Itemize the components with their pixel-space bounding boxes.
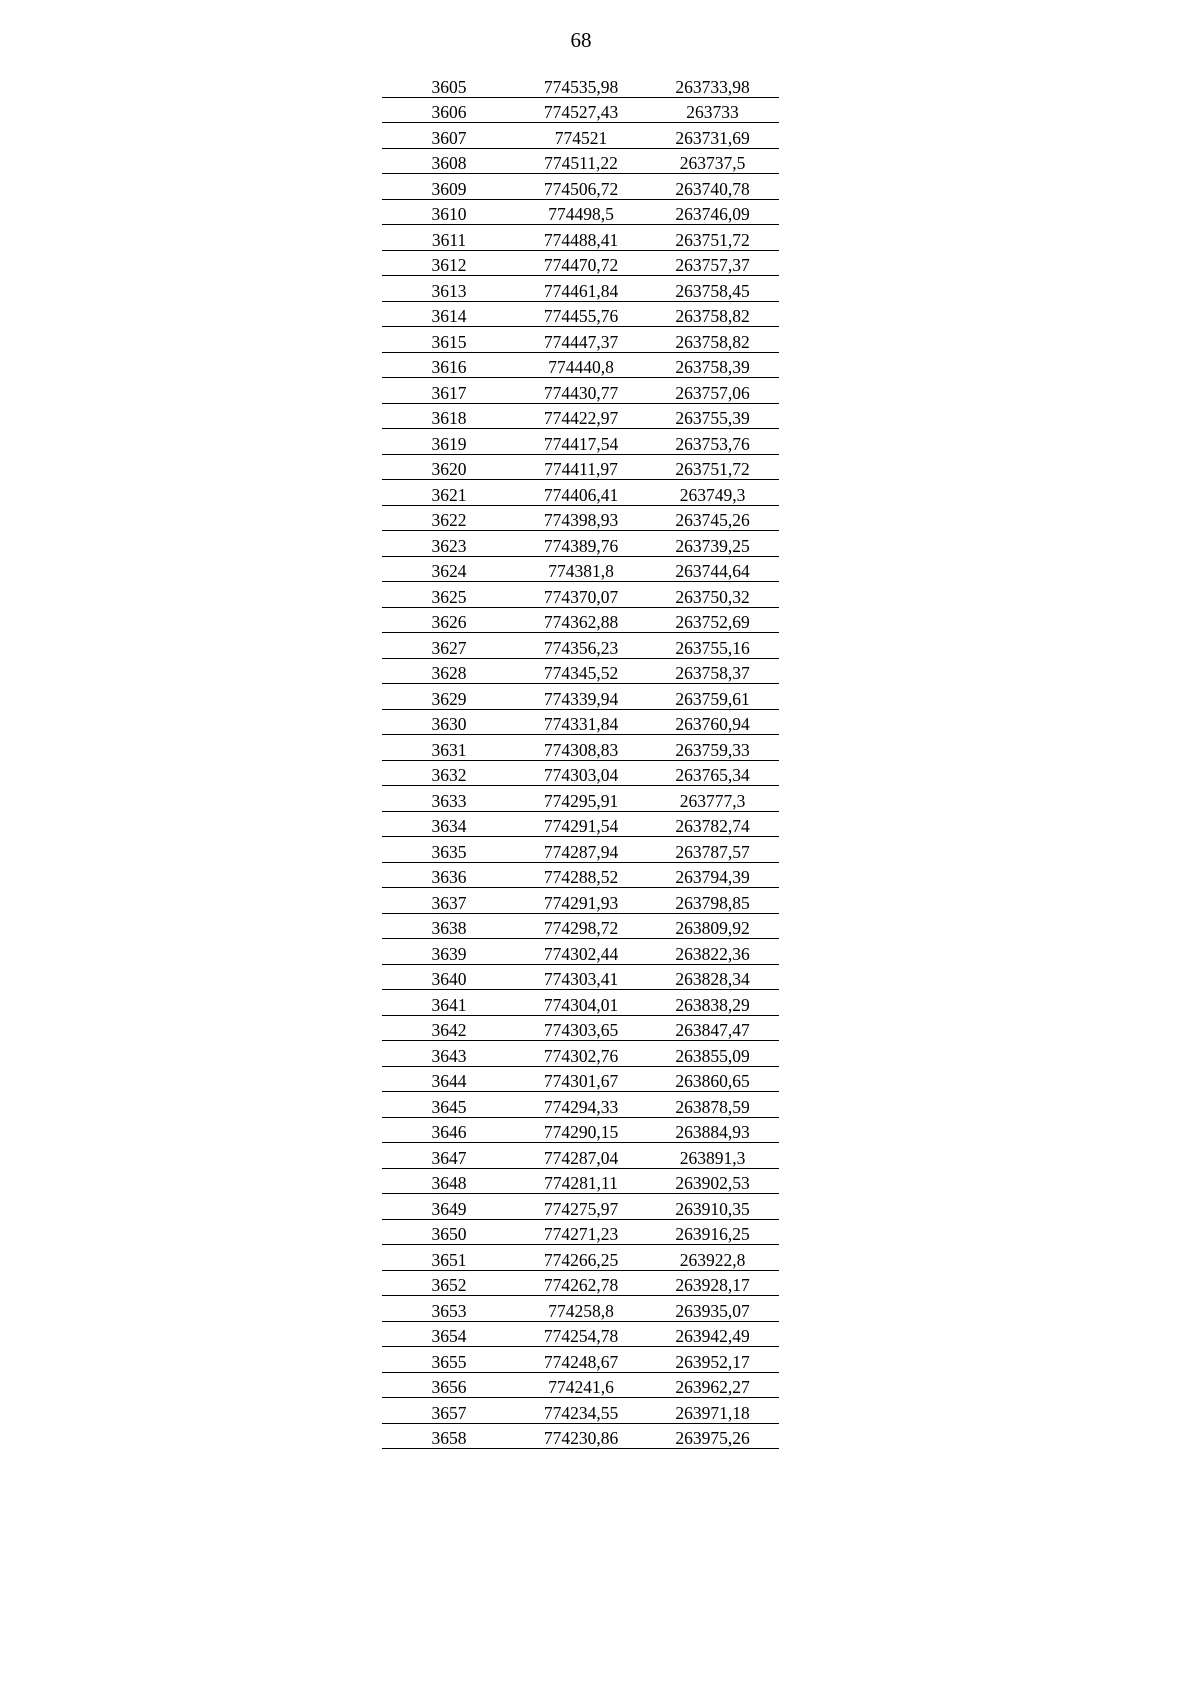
y-coordinate-cell: 263750,32 xyxy=(646,582,779,608)
point-number-cell: 3643 xyxy=(382,1041,516,1067)
y-coordinate-cell: 263822,36 xyxy=(646,939,779,965)
y-coordinate-cell: 263733,98 xyxy=(646,72,779,97)
table-row xyxy=(382,352,779,378)
point-number-cell: 3618 xyxy=(382,403,516,429)
x-coordinate-cell: 774447,37 xyxy=(516,327,646,353)
x-coordinate-cell: 774302,44 xyxy=(516,939,646,965)
table-row xyxy=(382,1117,779,1143)
point-number-cell: 3640 xyxy=(382,964,516,990)
y-coordinate-cell: 263942,49 xyxy=(646,1321,779,1347)
table-row xyxy=(382,1041,779,1067)
table-row xyxy=(382,1398,779,1424)
point-number-cell: 3609 xyxy=(382,174,516,200)
y-coordinate-cell: 263760,94 xyxy=(646,709,779,735)
x-coordinate-cell: 774241,6 xyxy=(516,1372,646,1398)
y-coordinate-cell: 263759,33 xyxy=(646,735,779,761)
table-row xyxy=(382,327,779,353)
point-number-cell: 3630 xyxy=(382,709,516,735)
point-number-cell: 3612 xyxy=(382,250,516,276)
point-number-cell: 3620 xyxy=(382,454,516,480)
table-row xyxy=(382,633,779,659)
x-coordinate-cell: 774362,88 xyxy=(516,607,646,633)
table-row xyxy=(382,556,779,582)
point-number-cell: 3610 xyxy=(382,199,516,225)
y-coordinate-cell: 263962,27 xyxy=(646,1372,779,1398)
point-number-cell: 3642 xyxy=(382,1015,516,1041)
y-coordinate-cell: 263809,92 xyxy=(646,913,779,939)
x-coordinate-cell: 774248,67 xyxy=(516,1347,646,1373)
point-number-cell: 3623 xyxy=(382,531,516,557)
x-coordinate-cell: 774291,93 xyxy=(516,888,646,914)
point-number-cell: 3648 xyxy=(382,1168,516,1194)
table-row xyxy=(382,403,779,429)
y-coordinate-cell: 263855,09 xyxy=(646,1041,779,1067)
x-coordinate-cell: 774535,98 xyxy=(516,72,646,97)
table-row xyxy=(382,1015,779,1041)
table-row xyxy=(382,1347,779,1373)
table-row xyxy=(382,862,779,888)
x-coordinate-cell: 774303,65 xyxy=(516,1015,646,1041)
point-number-cell: 3656 xyxy=(382,1372,516,1398)
table-row xyxy=(382,811,779,837)
table-row xyxy=(382,250,779,276)
point-number-cell: 3606 xyxy=(382,97,516,123)
table-row xyxy=(382,454,779,480)
point-number-cell: 3607 xyxy=(382,123,516,149)
table-row xyxy=(382,1066,779,1092)
table-row xyxy=(382,786,779,812)
table-row xyxy=(382,735,779,761)
point-number-cell: 3622 xyxy=(382,505,516,531)
table-row xyxy=(382,505,779,531)
point-number-cell: 3655 xyxy=(382,1347,516,1373)
page-number: 68 xyxy=(570,28,592,52)
y-coordinate-cell: 263765,34 xyxy=(646,760,779,786)
table-row xyxy=(382,582,779,608)
y-coordinate-cell: 263878,59 xyxy=(646,1092,779,1118)
table-row xyxy=(382,1423,779,1449)
table-row xyxy=(382,531,779,557)
y-coordinate-cell: 263847,47 xyxy=(646,1015,779,1041)
x-coordinate-cell: 774389,76 xyxy=(516,531,646,557)
table-row xyxy=(382,913,779,939)
table-row xyxy=(382,1321,779,1347)
x-coordinate-cell: 774298,72 xyxy=(516,913,646,939)
table-row xyxy=(382,760,779,786)
x-coordinate-cell: 774295,91 xyxy=(516,786,646,812)
y-coordinate-cell: 263744,64 xyxy=(646,556,779,582)
x-coordinate-cell: 774339,94 xyxy=(516,684,646,710)
table-row xyxy=(382,1194,779,1220)
x-coordinate-cell: 774527,43 xyxy=(516,97,646,123)
point-number-cell: 3652 xyxy=(382,1270,516,1296)
point-number-cell: 3615 xyxy=(382,327,516,353)
x-coordinate-cell: 774303,04 xyxy=(516,760,646,786)
y-coordinate-cell: 263758,39 xyxy=(646,352,779,378)
x-coordinate-cell: 774291,54 xyxy=(516,811,646,837)
table-row xyxy=(382,1092,779,1118)
point-number-cell: 3644 xyxy=(382,1066,516,1092)
x-coordinate-cell: 774301,67 xyxy=(516,1066,646,1092)
y-coordinate-cell: 263758,82 xyxy=(646,301,779,327)
x-coordinate-cell: 774398,93 xyxy=(516,505,646,531)
x-coordinate-cell: 774331,84 xyxy=(516,709,646,735)
table-row xyxy=(382,429,779,455)
y-coordinate-cell: 263758,82 xyxy=(646,327,779,353)
point-number-cell: 3619 xyxy=(382,429,516,455)
table-row xyxy=(382,480,779,506)
y-coordinate-cell: 263910,35 xyxy=(646,1194,779,1220)
point-number-cell: 3641 xyxy=(382,990,516,1016)
x-coordinate-cell: 774287,94 xyxy=(516,837,646,863)
table-row xyxy=(382,97,779,123)
x-coordinate-cell: 774488,41 xyxy=(516,225,646,251)
x-coordinate-cell: 774370,07 xyxy=(516,582,646,608)
table-row xyxy=(382,148,779,174)
x-coordinate-cell: 774511,22 xyxy=(516,148,646,174)
table-row xyxy=(382,1296,779,1322)
x-coordinate-cell: 774406,41 xyxy=(516,480,646,506)
point-number-cell: 3650 xyxy=(382,1219,516,1245)
table-row xyxy=(382,378,779,404)
x-coordinate-cell: 774381,8 xyxy=(516,556,646,582)
table-row xyxy=(382,658,779,684)
point-number-cell: 3632 xyxy=(382,760,516,786)
y-coordinate-cell: 263777,3 xyxy=(646,786,779,812)
x-coordinate-cell: 774470,72 xyxy=(516,250,646,276)
y-coordinate-cell: 263860,65 xyxy=(646,1066,779,1092)
point-number-cell: 3645 xyxy=(382,1092,516,1118)
table-row xyxy=(382,990,779,1016)
y-coordinate-cell: 263751,72 xyxy=(646,225,779,251)
x-coordinate-cell: 774262,78 xyxy=(516,1270,646,1296)
table-row xyxy=(382,123,779,149)
point-number-cell: 3629 xyxy=(382,684,516,710)
y-coordinate-cell: 263922,8 xyxy=(646,1245,779,1271)
y-coordinate-cell: 263737,5 xyxy=(646,148,779,174)
y-coordinate-cell: 263733 xyxy=(646,97,779,123)
y-coordinate-cell: 263757,06 xyxy=(646,378,779,404)
point-number-cell: 3646 xyxy=(382,1117,516,1143)
point-number-cell: 3647 xyxy=(382,1143,516,1169)
x-coordinate-cell: 774234,55 xyxy=(516,1398,646,1424)
point-number-cell: 3613 xyxy=(382,276,516,302)
table-row xyxy=(382,174,779,200)
point-number-cell: 3617 xyxy=(382,378,516,404)
x-coordinate-cell: 774303,41 xyxy=(516,964,646,990)
x-coordinate-cell: 774302,76 xyxy=(516,1041,646,1067)
y-coordinate-cell: 263740,78 xyxy=(646,174,779,200)
y-coordinate-cell: 263798,85 xyxy=(646,888,779,914)
point-number-cell: 3614 xyxy=(382,301,516,327)
table-row xyxy=(382,1143,779,1169)
y-coordinate-cell: 263971,18 xyxy=(646,1398,779,1424)
x-coordinate-cell: 774258,8 xyxy=(516,1296,646,1322)
y-coordinate-cell: 263757,37 xyxy=(646,250,779,276)
y-coordinate-cell: 263891,3 xyxy=(646,1143,779,1169)
y-coordinate-cell: 263746,09 xyxy=(646,199,779,225)
table-row xyxy=(382,1270,779,1296)
point-number-cell: 3627 xyxy=(382,633,516,659)
table-row xyxy=(382,837,779,863)
y-coordinate-cell: 263755,16 xyxy=(646,633,779,659)
coordinates-table xyxy=(382,72,779,1449)
y-coordinate-cell: 263758,37 xyxy=(646,658,779,684)
point-number-cell: 3635 xyxy=(382,837,516,863)
point-number-cell: 3657 xyxy=(382,1398,516,1424)
coordinates-table-body xyxy=(382,72,779,1449)
x-coordinate-cell: 774294,33 xyxy=(516,1092,646,1118)
x-coordinate-cell: 774440,8 xyxy=(516,352,646,378)
point-number-cell: 3653 xyxy=(382,1296,516,1322)
y-coordinate-cell: 263782,74 xyxy=(646,811,779,837)
y-coordinate-cell: 263758,45 xyxy=(646,276,779,302)
point-number-cell: 3636 xyxy=(382,862,516,888)
x-coordinate-cell: 774506,72 xyxy=(516,174,646,200)
point-number-cell: 3654 xyxy=(382,1321,516,1347)
y-coordinate-cell: 263935,07 xyxy=(646,1296,779,1322)
point-number-cell: 3605 xyxy=(382,72,516,97)
x-coordinate-cell: 774345,52 xyxy=(516,658,646,684)
point-number-cell: 3634 xyxy=(382,811,516,837)
x-coordinate-cell: 774271,23 xyxy=(516,1219,646,1245)
y-coordinate-cell: 263752,69 xyxy=(646,607,779,633)
y-coordinate-cell: 263755,39 xyxy=(646,403,779,429)
y-coordinate-cell: 263759,61 xyxy=(646,684,779,710)
x-coordinate-cell: 774266,25 xyxy=(516,1245,646,1271)
x-coordinate-cell: 774304,01 xyxy=(516,990,646,1016)
x-coordinate-cell: 774290,15 xyxy=(516,1117,646,1143)
point-number-cell: 3608 xyxy=(382,148,516,174)
x-coordinate-cell: 774417,54 xyxy=(516,429,646,455)
x-coordinate-cell: 774521 xyxy=(516,123,646,149)
point-number-cell: 3625 xyxy=(382,582,516,608)
table-row xyxy=(382,1219,779,1245)
point-number-cell: 3611 xyxy=(382,225,516,251)
table-row xyxy=(382,709,779,735)
x-coordinate-cell: 774411,97 xyxy=(516,454,646,480)
point-number-cell: 3639 xyxy=(382,939,516,965)
x-coordinate-cell: 774254,78 xyxy=(516,1321,646,1347)
point-number-cell: 3631 xyxy=(382,735,516,761)
x-coordinate-cell: 774275,97 xyxy=(516,1194,646,1220)
x-coordinate-cell: 774356,23 xyxy=(516,633,646,659)
point-number-cell: 3633 xyxy=(382,786,516,812)
y-coordinate-cell: 263916,25 xyxy=(646,1219,779,1245)
y-coordinate-cell: 263838,29 xyxy=(646,990,779,1016)
table-row xyxy=(382,888,779,914)
table-row xyxy=(382,72,779,97)
x-coordinate-cell: 774455,76 xyxy=(516,301,646,327)
x-coordinate-cell: 774287,04 xyxy=(516,1143,646,1169)
point-number-cell: 3616 xyxy=(382,352,516,378)
point-number-cell: 3649 xyxy=(382,1194,516,1220)
y-coordinate-cell: 263952,17 xyxy=(646,1347,779,1373)
table-row xyxy=(382,225,779,251)
y-coordinate-cell: 263902,53 xyxy=(646,1168,779,1194)
table-row xyxy=(382,964,779,990)
x-coordinate-cell: 774430,77 xyxy=(516,378,646,404)
y-coordinate-cell: 263749,3 xyxy=(646,480,779,506)
point-number-cell: 3638 xyxy=(382,913,516,939)
table-row xyxy=(382,939,779,965)
point-number-cell: 3628 xyxy=(382,658,516,684)
y-coordinate-cell: 263884,93 xyxy=(646,1117,779,1143)
y-coordinate-cell: 263753,76 xyxy=(646,429,779,455)
y-coordinate-cell: 263928,17 xyxy=(646,1270,779,1296)
point-number-cell: 3624 xyxy=(382,556,516,582)
y-coordinate-cell: 263828,34 xyxy=(646,964,779,990)
table-row xyxy=(382,276,779,302)
table-row xyxy=(382,1168,779,1194)
x-coordinate-cell: 774422,97 xyxy=(516,403,646,429)
x-coordinate-cell: 774308,83 xyxy=(516,735,646,761)
x-coordinate-cell: 774288,52 xyxy=(516,862,646,888)
table-row xyxy=(382,301,779,327)
x-coordinate-cell: 774281,11 xyxy=(516,1168,646,1194)
y-coordinate-cell: 263731,69 xyxy=(646,123,779,149)
point-number-cell: 3637 xyxy=(382,888,516,914)
y-coordinate-cell: 263739,25 xyxy=(646,531,779,557)
y-coordinate-cell: 263975,26 xyxy=(646,1423,779,1449)
point-number-cell: 3658 xyxy=(382,1423,516,1449)
point-number-cell: 3626 xyxy=(382,607,516,633)
point-number-cell: 3651 xyxy=(382,1245,516,1271)
x-coordinate-cell: 774461,84 xyxy=(516,276,646,302)
y-coordinate-cell: 263787,57 xyxy=(646,837,779,863)
y-coordinate-cell: 263794,39 xyxy=(646,862,779,888)
y-coordinate-cell: 263751,72 xyxy=(646,454,779,480)
point-number-cell: 3621 xyxy=(382,480,516,506)
x-coordinate-cell: 774498,5 xyxy=(516,199,646,225)
y-coordinate-cell: 263745,26 xyxy=(646,505,779,531)
x-coordinate-cell: 774230,86 xyxy=(516,1423,646,1449)
table-row xyxy=(382,1245,779,1271)
table-row xyxy=(382,684,779,710)
table-row xyxy=(382,199,779,225)
table-row xyxy=(382,607,779,633)
table-row xyxy=(382,1372,779,1398)
